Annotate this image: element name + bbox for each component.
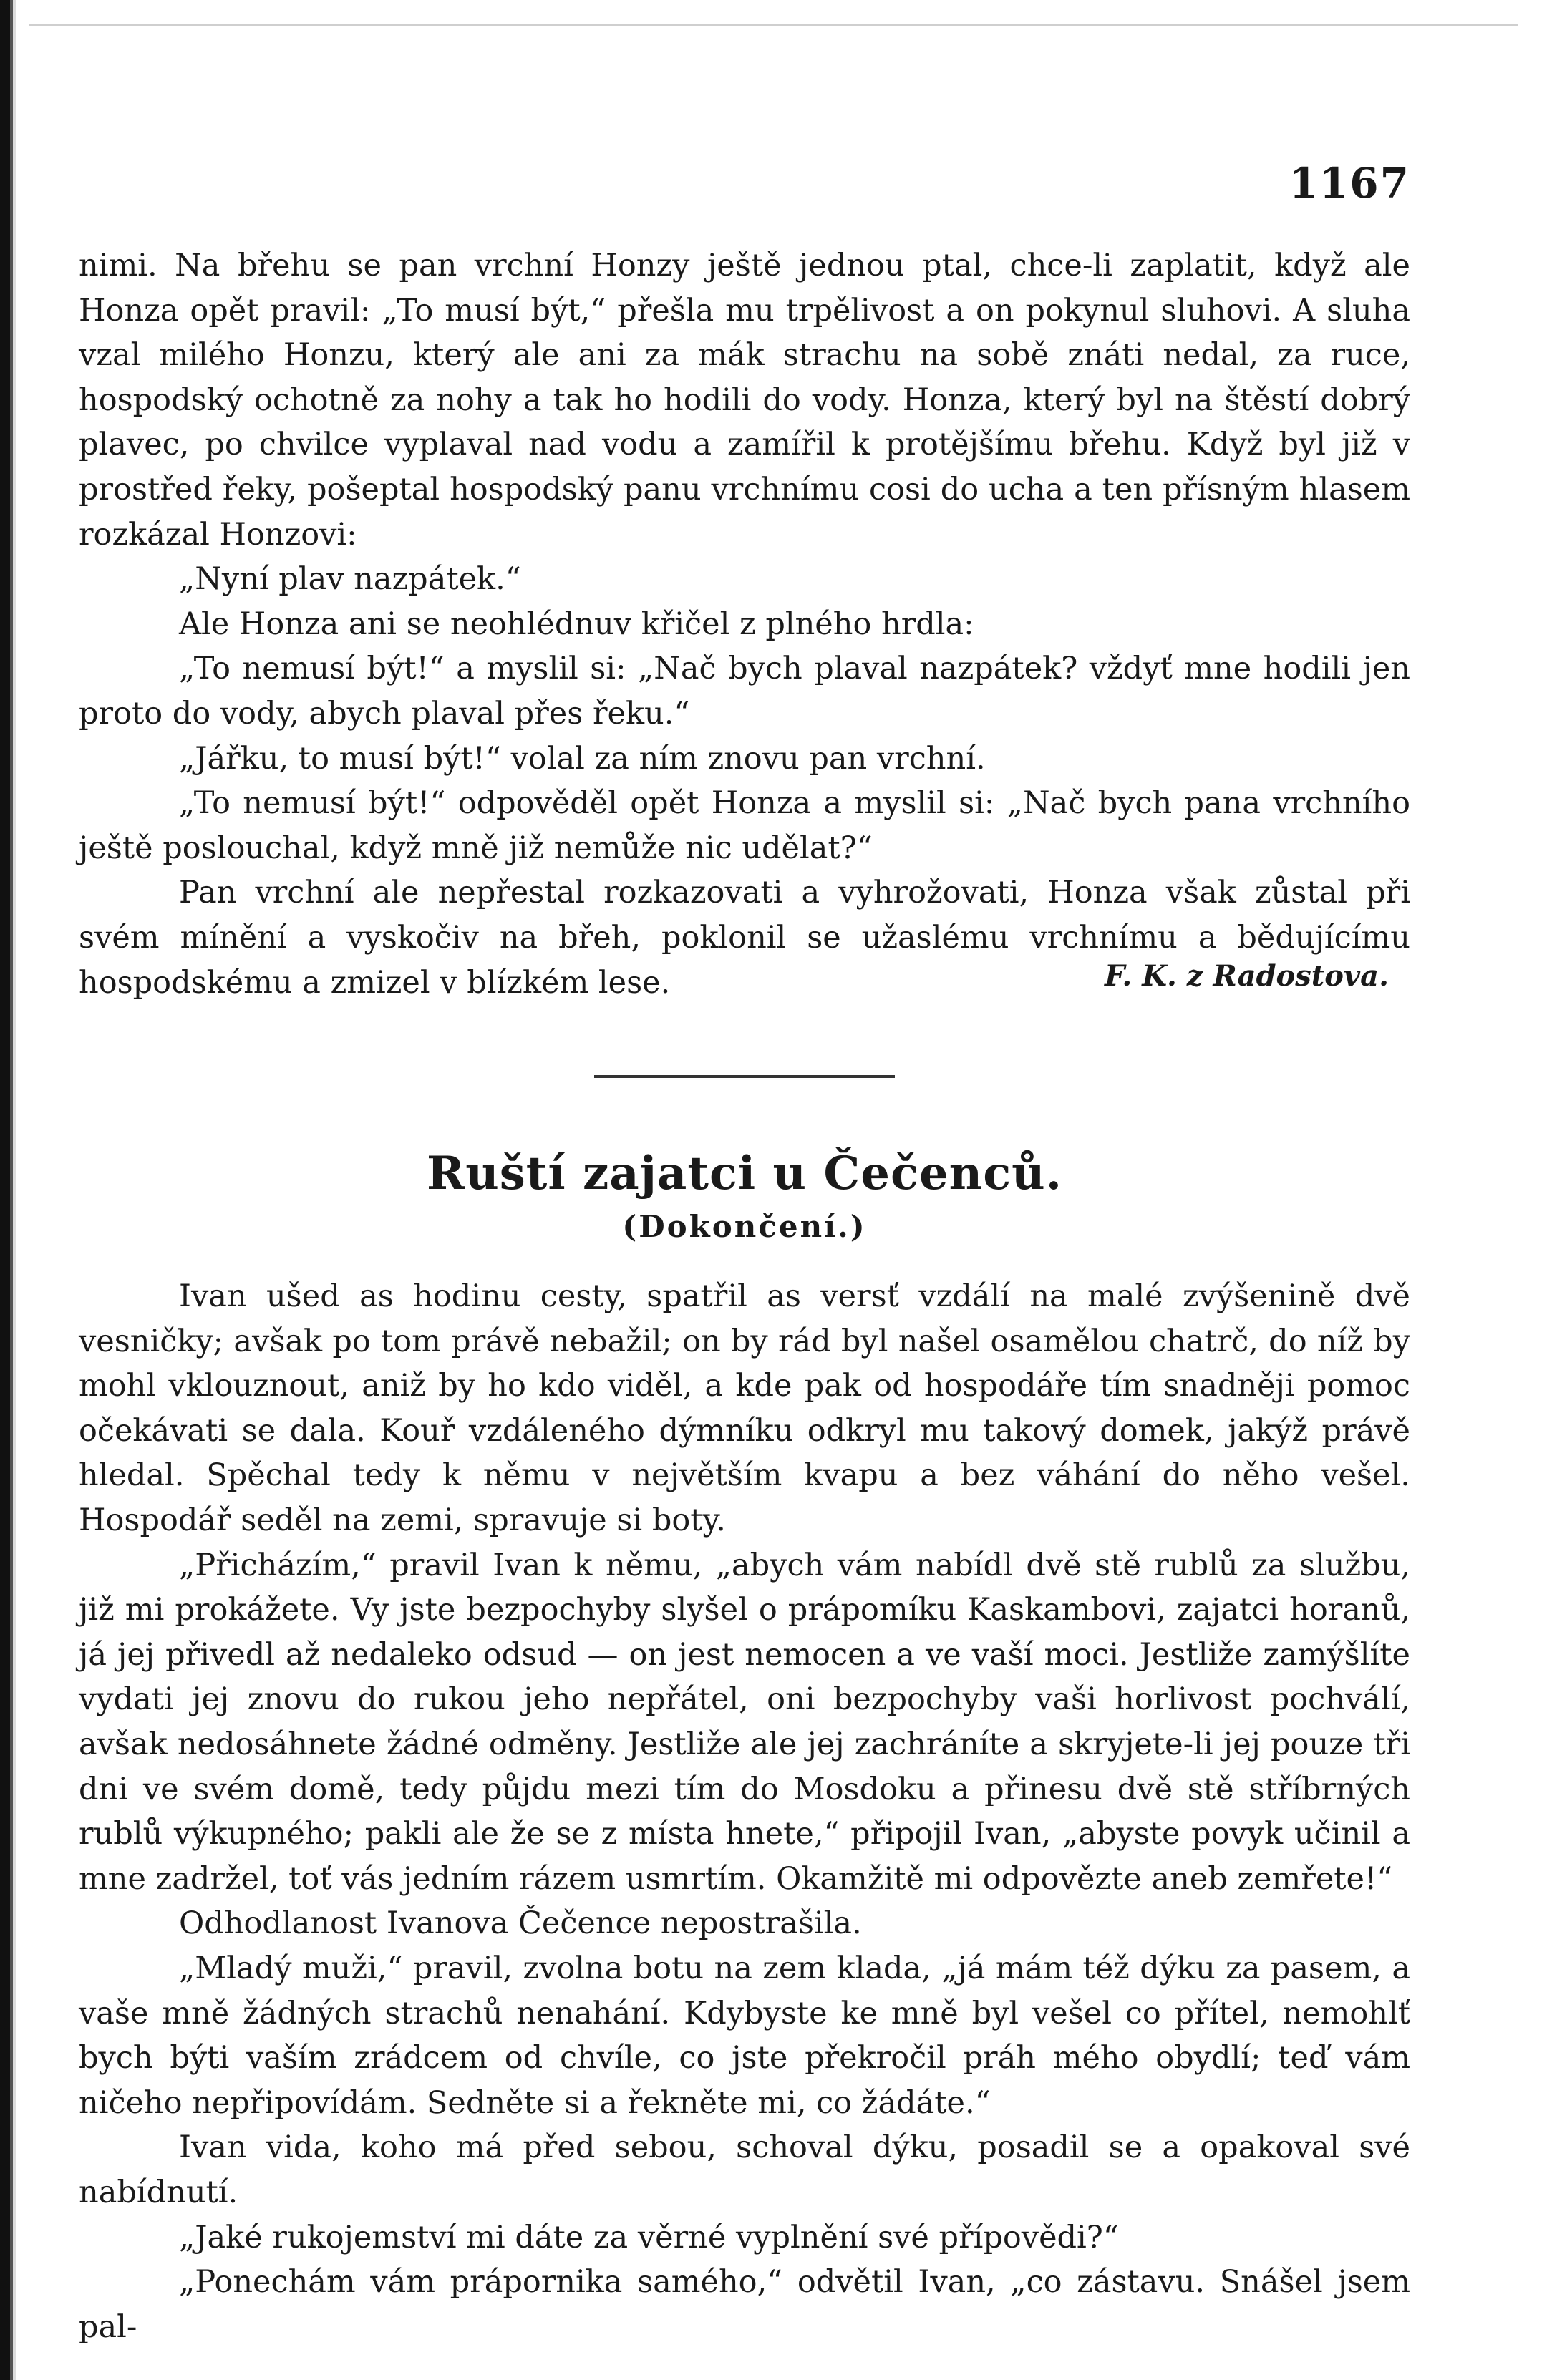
page-number: 1167	[1289, 159, 1410, 208]
story-paragraph: „Nyní plav nazpátek.“	[179, 561, 521, 598]
article-paragraph: Odhodlanost Ivanova Čečence nepostrašila.	[179, 1905, 862, 1942]
story-paragraph: Ale Honza ani se neohlédnuv křičel z plného hrdla:	[179, 606, 974, 642]
article-subtitle: (Dokončení.)	[622, 1209, 867, 1245]
article-paragraph: Ivan vida, koho má před sebou, schoval dýku, posadil se a opakoval své nabídnutí.	[79, 2129, 1410, 2210]
story-paragraph: Pan vrchní ale nepřestal rozkazovati a vyhrožovati, Honza však zůstal při svém mínění a vyskočiv na břeh, poklonil se užaslému vrchnímu a bědujícímu hospodskému a zmizel v blízkém lese.	[79, 875, 1410, 1001]
scan-left-border	[0, 0, 16, 2380]
story-paragraph: „To nemusí být!“ a myslil si: „Nač bych plaval nazpátek? vždyť mne hodili jen proto do vody, abych plaval přes řeku.“	[79, 651, 1410, 732]
story-paragraph: „To nemusí být!“ odpověděl opět Honza a myslil si: „Nač bych pana vrchního ještě poslouchal, když mně již nemůže nic udělat?“	[79, 785, 1410, 866]
article-paragraph: „Ponechám vám prápornika samého,“ odvětil Ivan, „co zástavu. Snášel jsem pal-	[79, 2264, 1410, 2345]
author-signature: F. K. z Radostova.	[1105, 959, 1389, 994]
article-title: Ruští zajatci u Čečenců.	[427, 1147, 1062, 1201]
story-paragraph: nimi. Na břehu se pan vrchní Honzy ještě jednou ptal, chce-li zaplatit, když ale Honza opět pravil: „To musí být,“ přešla mu trpělivost a on pokynul sluhovi. A sluha vzal milého Honzu, který ale ani za mák strachu na sobě znáti nedal, za ruce, hospodský ochotně za nohy a tak ho hodili do vody. Honza, který byl na štěstí dobrý plavec, po chvilce vyplaval nad vodu a zamířil k protějšímu břehu. Když byl již v prostřed řeky, pošeptal hospodský panu vrchnímu cosi do ucha a ten přísným hlasem rozkázal Honzovi:	[79, 248, 1410, 553]
scan-top-edge	[29, 24, 1518, 26]
article-paragraph: „Přicházím,“ pravil Ivan k němu, „abych vám nabídl dvě stě rublů za službu, již mi prokážete. Vy jste bezpochyby slyšel o prápomíku Kaskambovi, zajatci horanů, já jej přivedl až nedaleko odsud — on jest nemocen a ve vaší moci. Jestliže zamýšlíte vydati jej znovu do rukou jeho nepřátel, oni bezpochyby vaši horlivost pochválí, avšak nedosáhnete žádné odměny. Jestliže ale jej zachráníte a skryjete-li jej pouze tři dni ve svém domě, tedy půjdu mezi tím do Mosdoku a přinesu dvě stě stříbrných rublů výkupného; pakli ale že se z místa hnete,“ připojil Ivan, „abyste povyk učinil a mne zadržel, toť vás jedním rázem usmrtím. Okamžitě mi odpovězte aneb zemřete!“	[79, 1547, 1410, 1897]
section-separator	[594, 1075, 895, 1078]
story-paragraph: „Jářku, to musí být!“ volal za ním znovu pan vrchní.	[179, 740, 986, 777]
story-ending	[79, 870, 1410, 1005]
article-paragraph: Ivan ušed as hodinu cesty, spatřil as versť vzdálí na malé zvýšenině dvě vesničky; avšak po tom právě nebažil; on by rád byl našel osamělou chatrč, do níž by mohl vklouznout, aniž by ho kdo viděl, a kde pak od hospodáře tím snadněji pomoc očekávati se dala. Kouř vzdáleného dýmníku odkryl mu takový domek, jakýž právě hledal. Spěchal tedy k němu v největším kvapu a bez váhání do něho vešel. Hospodář seděl na zemi, spravuje si boty.	[79, 1278, 1410, 1539]
article-paragraph: „Jaké rukojemství mi dáte za věrné vyplnění své přípovědi?“	[179, 2219, 1119, 2255]
body-text	[79, 243, 1410, 2349]
article-paragraph: „Mladý muži,“ pravil, zvolna botu na zem klada, „já mám též dýku za pasem, a vaše mně žádných strachů nenahání. Kdybyste ke mně byl vešel co přítel, nemohlť bych býti vaším zrádcem od chvíle, co jste překročil práh mého obydlí; teď vám ničeho nepřipovídám. Sedněte si a řekněte mi, co žádáte.“	[79, 1951, 1410, 2121]
